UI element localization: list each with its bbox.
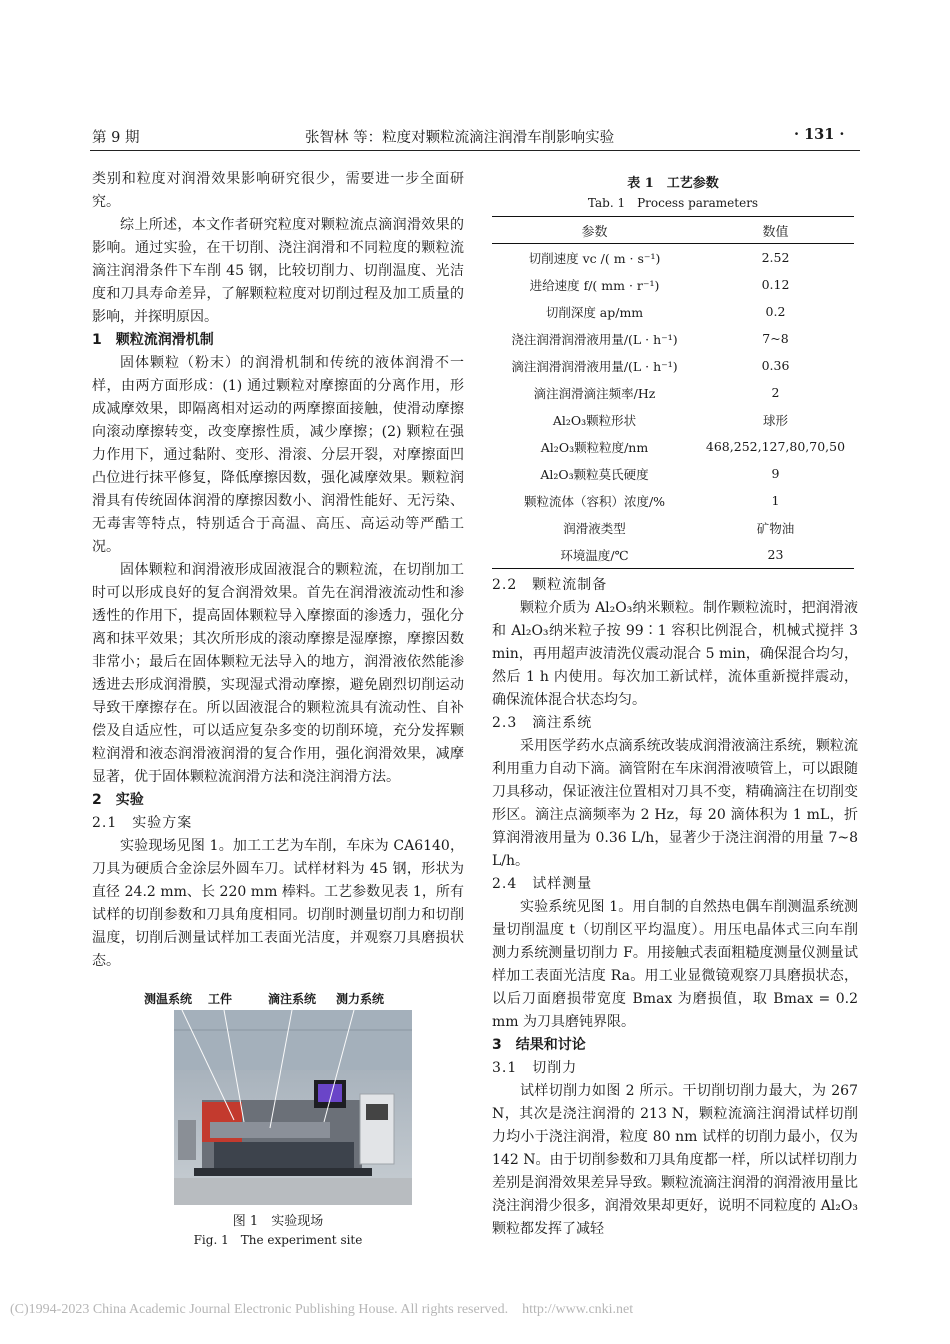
paragraph: 固体颗粒和润滑液形成固液混合的颗粒流，在切削加工时可以形成良好的复合润滑效果。首先在润滑液流动性和渗透性的作用下，提高固体颗粒导入摩擦面的渗透力，强化分离和抹平效果；其次所形成的滚动摩擦是湿摩擦，摩擦因数非常小；最后在固体颗粒无法导入的地方，润滑液依然能渗透进去形成润滑膜，实现湿式滑动摩擦，避免剧烈切削运动导致干摩擦存在。所以固液混合的颗粒流具有流动性、自补偿及自适应性，可以适应复杂多变的切削环境，充分发挥颗粒润滑和液态润滑液润滑的复合作用，强化润滑效果，减摩显著，优于固体颗粒流润滑方法和浇注润滑方法。 — [92, 562, 464, 785]
subsection-heading: 2.4 试样测量 — [492, 876, 593, 892]
copyright-footer: (C)1994-2023 China Academic Journal Electronic Publishing House. All rights reserved. http://www.cnki.net — [10, 1302, 634, 1317]
subsection-heading: 2.1 实验方案 — [92, 815, 193, 831]
paragraph: 类别和粒度对润滑效果影响研究很少，需要进一步全面研究。 — [92, 171, 464, 210]
figure-label: 测温系统 — [144, 992, 193, 1006]
paragraph: 采用医学药水点滴系统改装成润滑液滴注系统，颗粒流利用重力自动下滴。滴管附在车床润滑液喷管上，可以跟随刀具移动，保证液注位置相对刀具不变，精确滴注在切削变形区。滴注点滴频率为 2 Hz，每 20 滴体积为 1 mL，折算润滑液用量为 0.36 L/h，显著少于浇注润滑的用量 7~8 L/h。 — [492, 738, 858, 869]
section-heading: 3 结果和讨论 — [492, 1037, 586, 1053]
figure-label: 工件 — [208, 992, 233, 1006]
table-cell: 颗粒流体（容积）浓度/% — [523, 493, 666, 509]
subsection-heading: 3.1 切削力 — [492, 1060, 578, 1076]
table-row — [492, 379, 854, 406]
process-parameters-table — [492, 216, 854, 569]
running-title: 张智林 等：粒度对颗粒流滴注润滑车削影响实验 — [305, 130, 615, 146]
table-row — [492, 244, 854, 272]
table-cell: Al₂O₃颗粒莫氏硬度 — [540, 466, 649, 482]
table-cell: 1 — [771, 493, 780, 508]
table-row — [492, 433, 854, 460]
table-cell: 2.52 — [761, 250, 790, 265]
figure-label: 测力系统 — [336, 992, 385, 1006]
paragraph: 固体颗粒（粉末）的润滑机制和传统的液体润滑不一样，由两方面形成：(1) 通过颗粒对摩擦面的分离作用，形成减摩效果，即隔离相对运动的两摩擦面接触，使滑动摩擦向滚动摩擦转变，改变摩擦性质，减少摩擦；(2) 颗粒在强力作用下，通过黏附、变形、滑滚、分层开裂，对摩擦面凹凸位进行抹平修复，降低摩擦因数，强化减摩效果。颗粒润滑具有传统固体润滑的摩擦因数小、润滑性能好、无污染、无毒害等特点，特别适合于高温、高压、高运动等严酷工况。 — [92, 355, 464, 555]
table-cell: 切削深度 ap/mm — [545, 304, 644, 320]
table-cell: 球形 — [762, 412, 788, 428]
table-cell: 0.2 — [765, 304, 786, 319]
table-header: 参数 — [492, 217, 697, 244]
table-row — [492, 514, 854, 541]
table-cell: Al₂O₃颗粒形状 — [552, 412, 637, 428]
figure-caption-cn: 图 1 实验现场 — [232, 1214, 324, 1229]
subsection-heading: 2.3 滴注系统 — [492, 715, 593, 731]
table-row — [492, 352, 854, 379]
paragraph: 实验系统见图 1。用自制的自然热电偶车削测温系统测量切削温度 t（切削区平均温度）。用压电晶体式三向车削测力系统测量切削力 F。用接触式表面粗糙度测量仪测量试样加工表面光洁度 Ra。用工业显微镜观察刀具磨损状态，以后刀面磨损带宽度 Bmax 为磨损值，取 Bmax = 0.2 mm 为刀具磨钝界限。 — [492, 899, 858, 1030]
figure-caption-en: Fig. 1 The experiment site — [193, 1233, 363, 1247]
table-cell: 468,252,127,80,70,50 — [705, 439, 846, 454]
experiment-photo — [174, 1010, 412, 1205]
table-cell: 23 — [697, 541, 854, 569]
paragraph: 颗粒介质为 Al₂O₃纳米颗粒。制作颗粒流时，把润滑液和 Al₂O₃纳米粒子按 99∶1 容积比例混合，机械式搅拌 3 min，再用超声波清洗仪震动混合 5 min，确保混合均匀，然后 1 h 内使用。每次加工新试样，流体重新搅拌震动，确保流体混合状态均匀。 — [492, 600, 858, 708]
left-column — [92, 168, 464, 973]
section-heading: 2 实验 — [92, 792, 144, 808]
issue-number: 第 9 期 — [92, 130, 140, 146]
table-cell: 浇注润滑润滑液用量/(L · h⁻¹) — [511, 331, 678, 347]
table-cell: 0.36 — [761, 358, 790, 373]
table-cell: 0.12 — [761, 277, 790, 292]
page-number: · 131 · — [794, 126, 845, 143]
table-cell: 进给速度 f/( mm · r⁻¹) — [529, 277, 660, 293]
table-cell: 2 — [771, 385, 780, 400]
table-cell: 矿物油 — [756, 520, 795, 536]
table-title-en: Tab. 1 Process parameters — [587, 196, 759, 210]
table-row — [492, 460, 854, 487]
paragraph: 实验现场见图 1。加工工艺为车削，车床为 CA6140，刀具为硬质合金涂层外圆车刀。试样材料为 45 钢，形状为直径 24.2 mm、长 220 mm 棒料。工艺参数见表 1，所有试样的切削参数和刀具角度相同。切削时测量切削力和切削温度，切削后测量试样加工表面光洁度，并观察刀具磨损状态。 — [92, 838, 464, 969]
table-cell: 9 — [771, 466, 780, 481]
table-header: 数值 — [697, 217, 854, 244]
table-cell: 切削速度 vc /( m · s⁻¹) — [528, 250, 661, 266]
table-cell: Al₂O₃颗粒粒度/nm — [540, 439, 649, 455]
table-cell: 滴注润滑润滑液用量/(L · h⁻¹) — [511, 358, 678, 374]
section-heading: 1 颗粒流润滑机制 — [92, 332, 214, 348]
table-cell: 7~8 — [762, 331, 789, 346]
table-row — [492, 325, 854, 352]
figure-label: 滴注系统 — [268, 992, 317, 1006]
table-cell: 环境温度/℃ — [492, 541, 697, 569]
table-row — [492, 487, 854, 514]
paragraph: 综上所述，本文作者研究粒度对颗粒流点滴润滑效果的影响。通过实验，在干切削、浇注润滑和不同粒度的颗粒流滴注润滑条件下车削 45 钢，比较切削力、切削温度、光洁度和刀具寿命差异，了解颗粒粒度对切削过程及加工质量的影响，并探明原因。 — [92, 217, 464, 325]
table-cell: 润滑液类型 — [563, 520, 626, 536]
table-row — [492, 271, 854, 298]
paragraph: 试样切削力如图 2 所示。干切削切削力最大，为 267 N，其次是浇注润滑的 213 N，颗粒流滴注润滑试样切削力均小于浇注润滑，粒度 80 nm 试样的切削力最小，仅为 142 N。由于切削参数和刀具角度都一样，所以试样切削力差别是润滑效果差异导致。颗粒流滴注润滑的润滑液用量比浇注润滑少很多，润滑效果却更好，说明不同粒度的 Al₂O₃颗粒都发挥了减轻 — [492, 1083, 858, 1237]
table-row — [492, 541, 854, 569]
table-title-cn: 表 1 工艺参数 — [627, 176, 719, 191]
right-column — [492, 574, 858, 1241]
table-row — [492, 298, 854, 325]
table-row — [492, 406, 854, 433]
subsection-heading: 2.2 颗粒流制备 — [492, 577, 608, 593]
header-rule — [90, 150, 860, 151]
table-cell: 滴注润滑滴注频率/Hz — [533, 385, 656, 401]
